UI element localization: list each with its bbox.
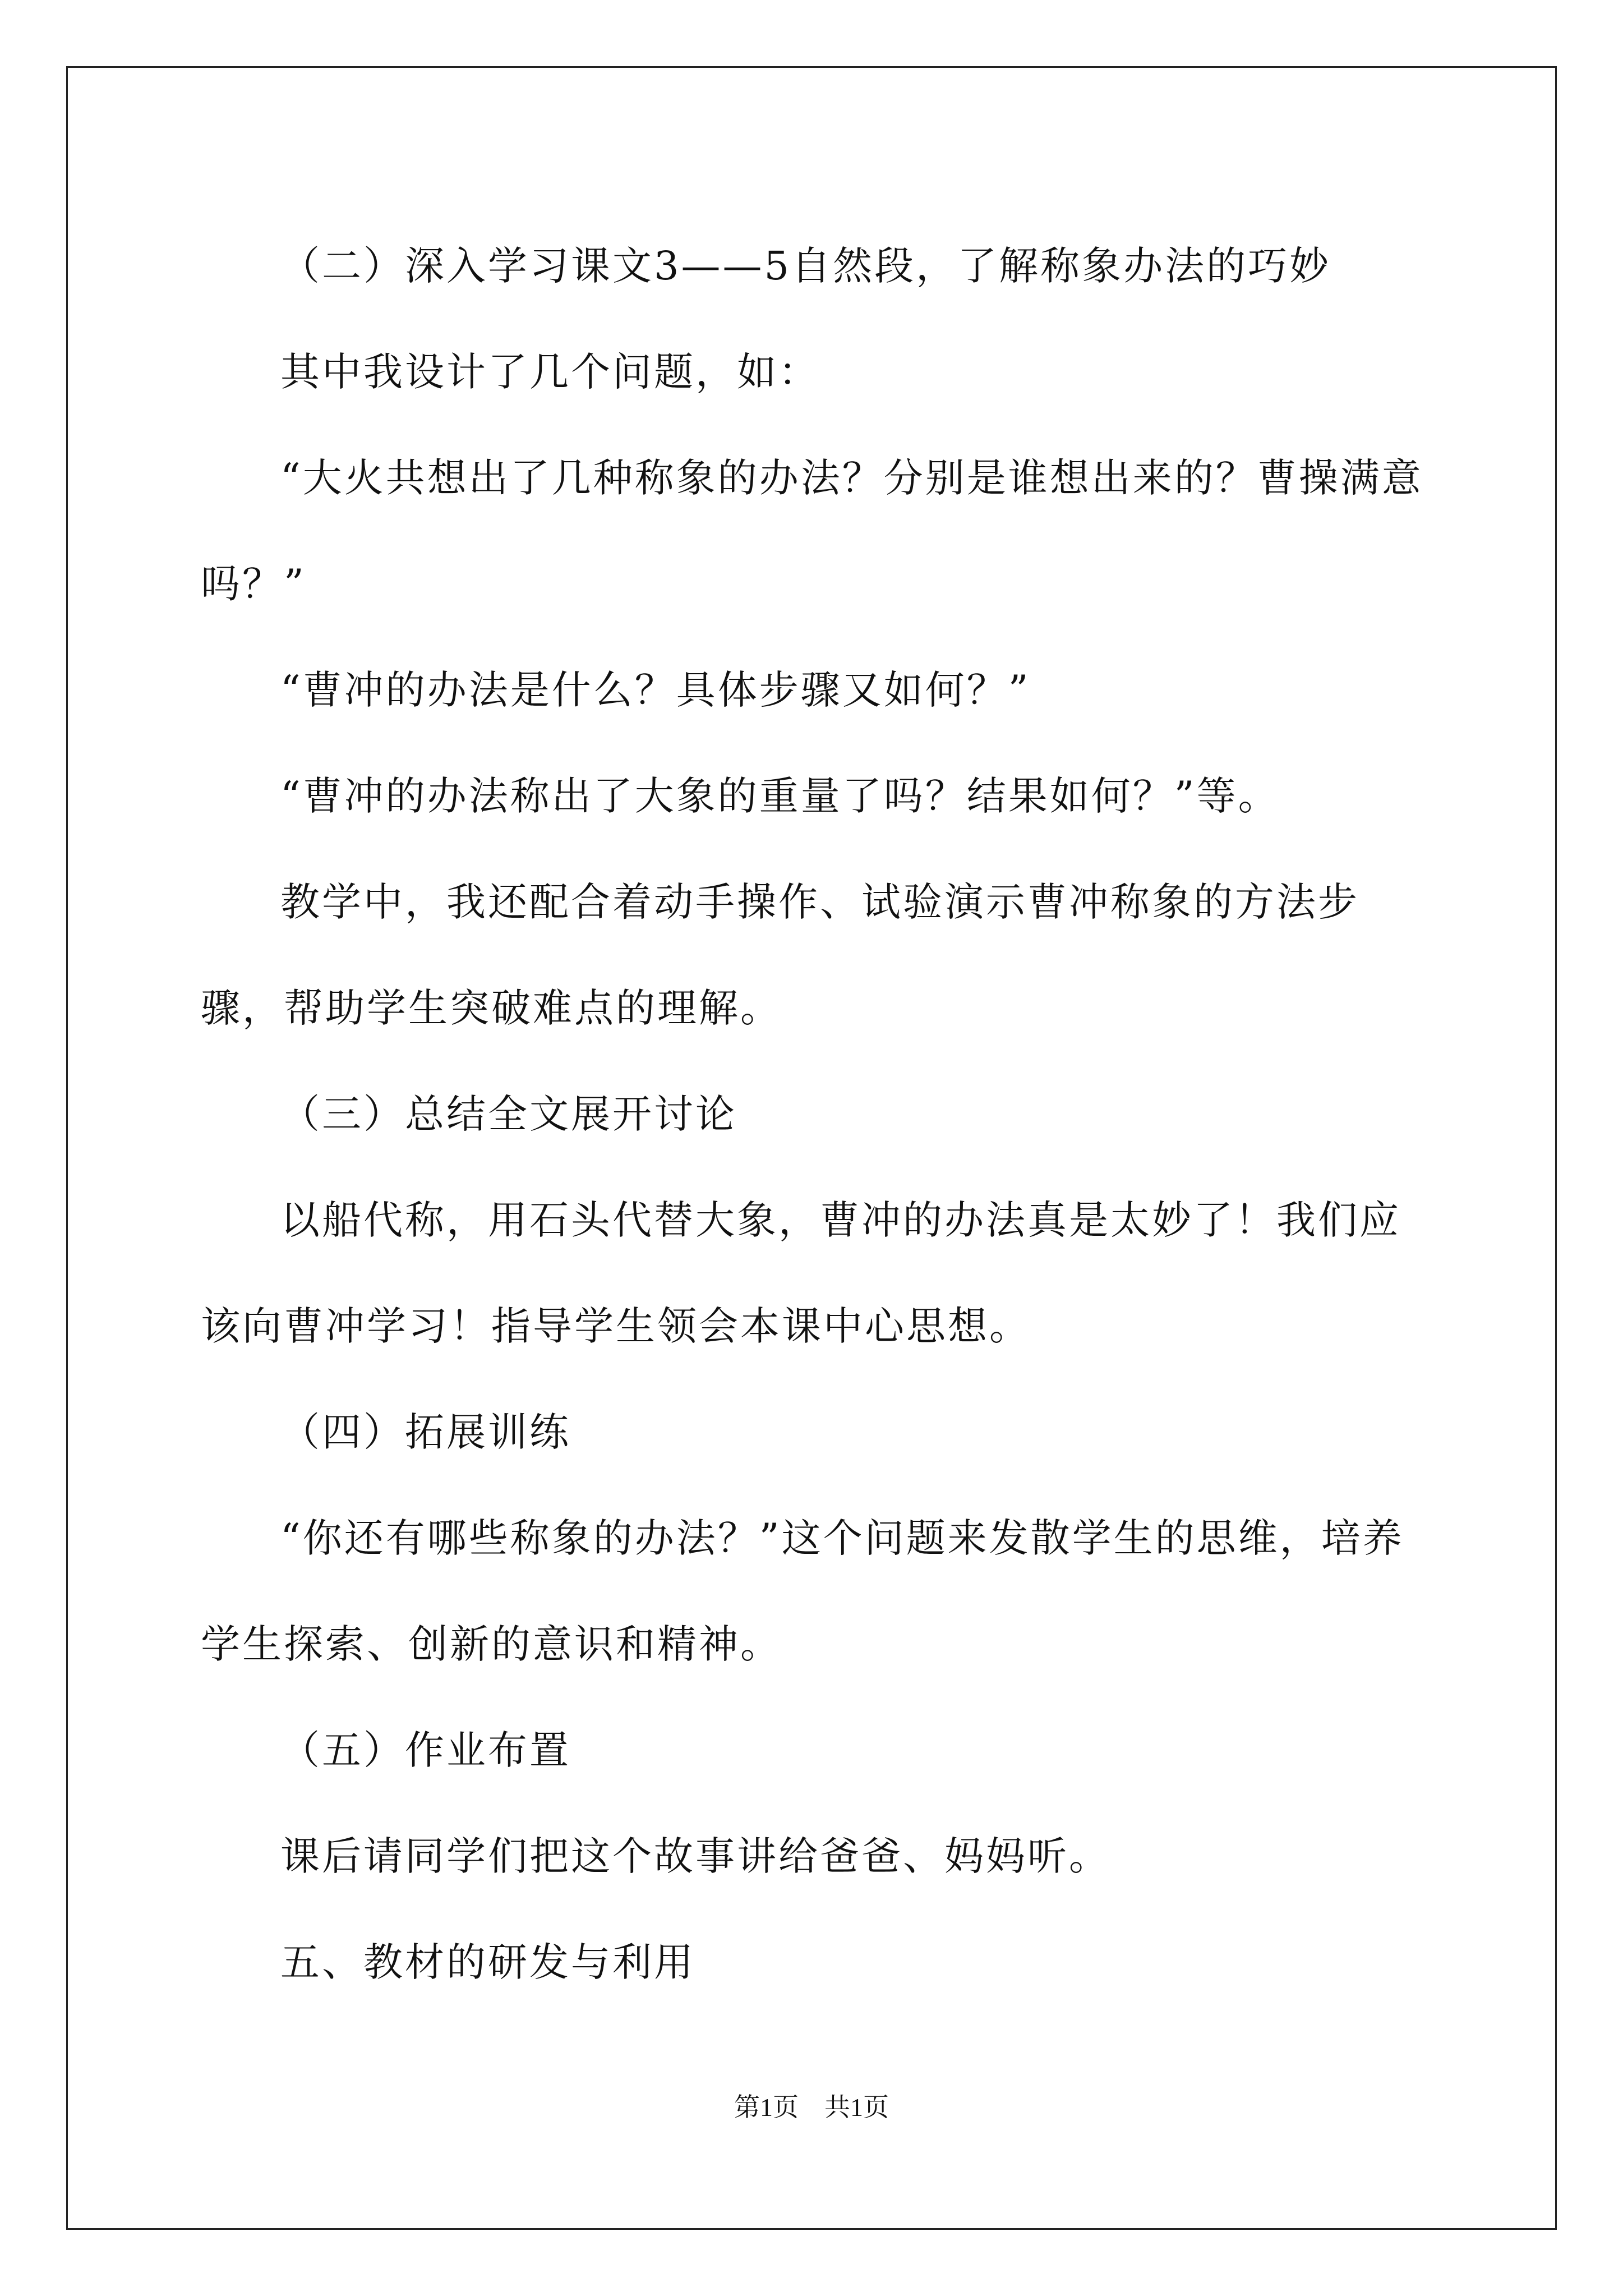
paragraph-section-3-heading: （三）总结全文展开讨论 <box>280 1091 737 1137</box>
paragraph-summary: 以船代称，用石头代替大象，曹冲的办法真是太妙了！我们应该向曹冲学习！指导学生领会本课中心思想。 <box>201 1197 1401 1349</box>
paragraph-part-5-heading: 五、教材的研发与利用 <box>280 1939 695 1985</box>
paragraph-section-5-heading: （五）作业布置 <box>280 1727 571 1773</box>
paragraph-homework: 课后请同学们把这个故事讲给爸爸、妈妈听。 <box>280 1833 1110 1879</box>
paragraph-teaching-demo: 教学中，我还配合着动手操作、试验演示曹冲称象的方法步骤，帮助学生突破难点的理解。 <box>201 879 1359 1031</box>
paragraph-question-3: “曹冲的办法称出了大象的重量了吗？结果如何？”等。 <box>280 773 1280 819</box>
paragraph-section-2-heading: （二）深入学习课文3——5自然段，了解称象办法的巧妙 <box>280 243 1331 289</box>
paragraph-question-1: “大火共想出了几种称象的办法？分别是谁想出来的？曹操满意吗？” <box>201 455 1423 607</box>
paragraph-section-4-heading: （四）拓展训练 <box>280 1409 571 1455</box>
paragraph-extension: “你还有哪些称象的办法？”这个问题来发散学生的思维，培养学生探索、创新的意识和精神。 <box>201 1515 1404 1667</box>
document-body <box>201 213 1435 2016</box>
paragraph-questions-intro: 其中我设计了几个问题，如： <box>280 349 820 395</box>
page-number-footer: 第1页 共1页 <box>734 2093 889 2122</box>
paragraph-question-2: “曹冲的办法是什么？具体步骤又如何？” <box>280 667 1031 713</box>
